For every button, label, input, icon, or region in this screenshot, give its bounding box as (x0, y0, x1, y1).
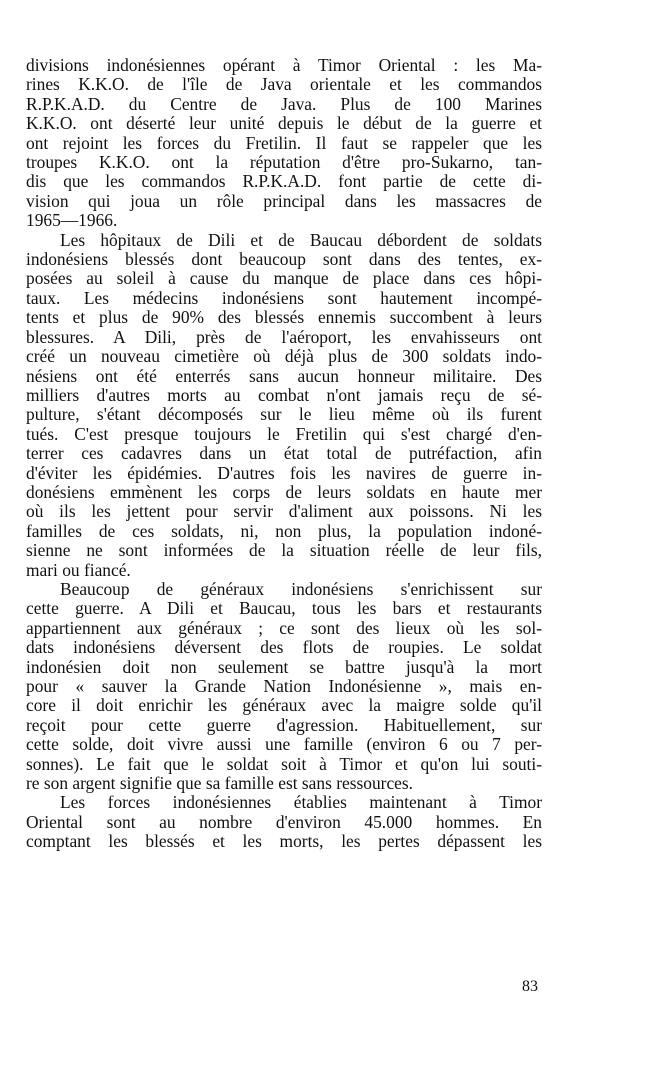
text-line: ont rejoint les forces du Fretilin. Il faut se rappeler que les (26, 132, 542, 153)
text-line: core il doit enrichir les généraux avec la maigre solde qu'il (26, 695, 542, 716)
text-line: sonnes). Le fait que le soldat soit à Timor et qu'on lui souti- (26, 753, 542, 774)
text-line: blessures. A Dili, près de l'aéroport, les envahisseurs ont (26, 326, 542, 347)
text-line: tents et plus de 90% des blessés ennemis succombent à leurs (26, 307, 542, 328)
text-line: donésiens emmènent les corps de leurs soldats en haute mer (26, 481, 542, 502)
text-line: familles de ces soldats, ni, non plus, la population indoné- (26, 520, 542, 541)
text-line: dis que les commandos R.P.K.A.D. font partie de cette di- (26, 171, 542, 192)
text-line: posées au soleil à cause du manque de place dans ces hôpi- (26, 268, 542, 289)
text-line: mari ou fiancé. (26, 559, 131, 580)
text-line: Les forces indonésiennes établies maintenant à Timor (60, 792, 542, 813)
text-line: troupes K.K.O. ont la réputation d'être pro-Sukarno, tan- (26, 152, 542, 173)
text-line: terrer ces cadavres dans un état total de putréfaction, afin (26, 443, 542, 464)
text-line: créé un nouveau cimetière où déjà plus de 300 soldats indo- (26, 346, 542, 367)
text-line: cette guerre. A Dili et Baucau, tous les bars et restaurants (26, 598, 542, 619)
paragraph-hospitals (26, 231, 542, 580)
text-line: 1965—1966. (26, 210, 118, 231)
text-line: sienne ne sont informées de la situation réelle de leur fils, (26, 540, 542, 561)
text-line: indonésiens blessés dont beaucoup sont dans des tentes, ex- (26, 249, 542, 270)
text-line: taux. Les médecins indonésiens sont hautement incompé- (26, 287, 542, 308)
text-line: pour « sauver la Grande Nation Indonésienne », mais en- (26, 676, 542, 696)
text-line: comptant les blessés et les morts, les pertes dépassent les (26, 831, 542, 852)
text-line: milliers d'autres morts au combat n'ont jamais reçu de sé- (26, 384, 542, 405)
text-line: indonésien doit non seulement se battre jusqu'à la mort (26, 656, 542, 677)
text-line: re son argent signifie que sa famille est sans ressources. (26, 773, 413, 794)
page-number: 83 (522, 978, 538, 995)
text-line: tués. C'est presque toujours le Fretilin qui s'est chargé d'en- (26, 423, 542, 444)
text-line: divisions indonésiennes opérant à Timor Oriental : les Ma- (26, 55, 542, 75)
text-line: Les hôpitaux de Dili et de Baucau débordent de soldats (60, 229, 542, 250)
text-line: vision qui joua un rôle principal dans les massacres de (26, 190, 542, 211)
paragraph-generals (26, 580, 542, 793)
text-line: nésiens ont été enterrés sans aucun honneur militaire. Des (26, 365, 542, 386)
text-line: Beaucoup de généraux indonésiens s'enrichissent sur (60, 578, 542, 599)
text-line: dats indonésiens déversent des flots de roupies. Le soldat (26, 637, 542, 658)
text-line: pulture, s'étant décomposés sur le lieu même où ils furent (26, 404, 542, 425)
text-line: où ils les jettent pour servir d'aliment aux poissons. Ni les (26, 501, 542, 522)
paragraph-timor-divisions (26, 56, 542, 231)
text-line: d'éviter les épidémies. D'autres fois les navires de guerre in- (26, 462, 542, 483)
text-line: R.P.K.A.D. du Centre de Java. Plus de 100 Marines (26, 93, 542, 114)
text-line: K.K.O. ont déserté leur unité depuis le début de la guerre et (26, 113, 542, 134)
text-line: appartiennent aux généraux ; ce sont des lieux où les sol- (26, 617, 542, 638)
text-line: Oriental sont au nombre d'environ 45.000 hommes. En (26, 811, 542, 832)
page-body (26, 56, 542, 852)
paragraph-forces (26, 793, 542, 851)
text-line: rines K.K.O. de l'île de Java orientale et les commandos (26, 74, 542, 95)
text-line: cette solde, doit vivre aussi une famille (environ 6 ou 7 per- (26, 734, 542, 755)
text-line: reçoit pour cette guerre d'agression. Habituellement, sur (26, 714, 542, 735)
